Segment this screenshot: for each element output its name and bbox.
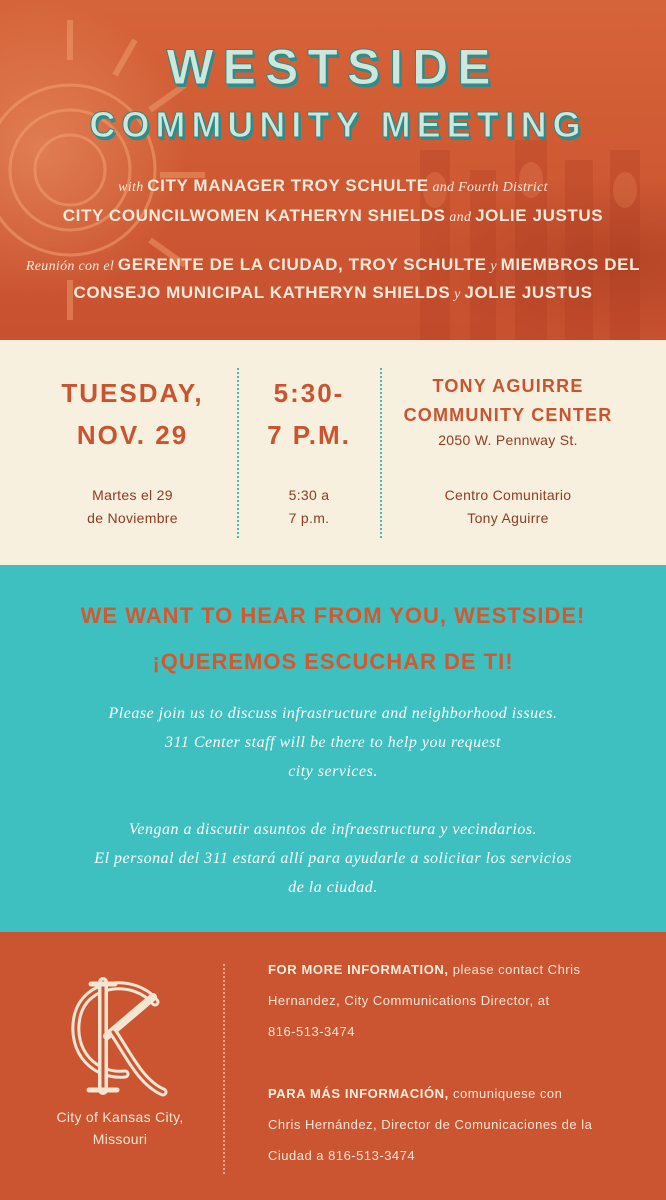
org-name: City of Kansas City, Missouri	[56, 1109, 184, 1147]
dotted-divider	[380, 368, 382, 538]
venue-es-line-1: Centro Comunitario	[444, 487, 572, 503]
venue-line-1: TONY AGUIRRE	[432, 376, 584, 396]
venue-line-2: COMMUNITY CENTER	[403, 405, 613, 425]
date-line-2: NOV. 29	[76, 420, 189, 450]
date-line-1: TUESDAY,	[61, 378, 204, 408]
contact-phone: 816-513-3474	[268, 1024, 355, 1039]
date-es-line-2: de Noviembre	[87, 510, 178, 526]
contact-info-en: FOR MORE INFORMATION, please contact Chris Hernandez, City Communications Director, at 816-513-3474	[268, 954, 648, 1047]
venue-es-line-2: Tony Aguirre	[467, 510, 549, 526]
dotted-divider	[223, 964, 225, 1174]
subtitle-es-line-2: CONSEJO MUNICIPAL KATHERYN SHIELDS y JOLIE JUSTUS	[73, 283, 593, 302]
dotted-divider	[237, 368, 239, 538]
invite-text-en: Please join us to discuss infrastructure and neighborhood issues. 311 Center staff will be there to help you request city services.	[108, 705, 558, 780]
invite-heading-en: WE WANT TO HEAR FROM YOU, WESTSIDE!	[80, 603, 586, 628]
date-es-line-1: Martes el 29	[92, 487, 173, 503]
contact-info-es: PARA MÁS INFORMACIÓN, comuniquese con Chris Hernández, Director de Comunicaciones de la Ciudad a 816-513-3474	[268, 1086, 593, 1163]
subtitle-line-1: with CITY MANAGER TROY SCHULTE and Fourth District	[118, 176, 548, 195]
event-time	[240, 340, 378, 565]
subtitle-line-2: CITY COUNCILWOMEN KATHERYN SHIELDS and JOLIE JUSTUS	[62, 206, 604, 225]
venue-address: 2050 W. Pennway St.	[438, 432, 578, 448]
event-date	[40, 340, 225, 565]
subtitle-es-line-1: Reunión con el GERENTE DE LA CIUDAD, TROY SCHULTE y MIEMBROS DEL	[25, 255, 641, 274]
invite-text-es: Vengan a discutir asuntos de infraestructura y vecindarios. El personal del 311 estará allí para ayudarle a solicitar los servicios de la ciudad.	[94, 821, 572, 896]
time-es-line-1: 5:30 a	[288, 487, 330, 503]
time-line-1: 5:30-	[273, 378, 345, 408]
invite-heading-es: ¡QUEREMOS ESCUCHAR DE TI!	[152, 649, 514, 674]
invite-section	[0, 565, 666, 932]
event-venue	[388, 340, 628, 565]
title-community-meeting: COMMUNITY MEETING	[89, 104, 587, 145]
title-westside: WESTSIDE	[166, 39, 500, 95]
time-es-line-2: 7 p.m.	[288, 510, 330, 526]
event-details	[0, 340, 666, 565]
kc-logo-icon	[55, 972, 175, 1102]
header-banner	[0, 0, 666, 340]
footer-contact	[0, 932, 666, 1200]
time-line-2: 7 P.M.	[267, 420, 351, 450]
